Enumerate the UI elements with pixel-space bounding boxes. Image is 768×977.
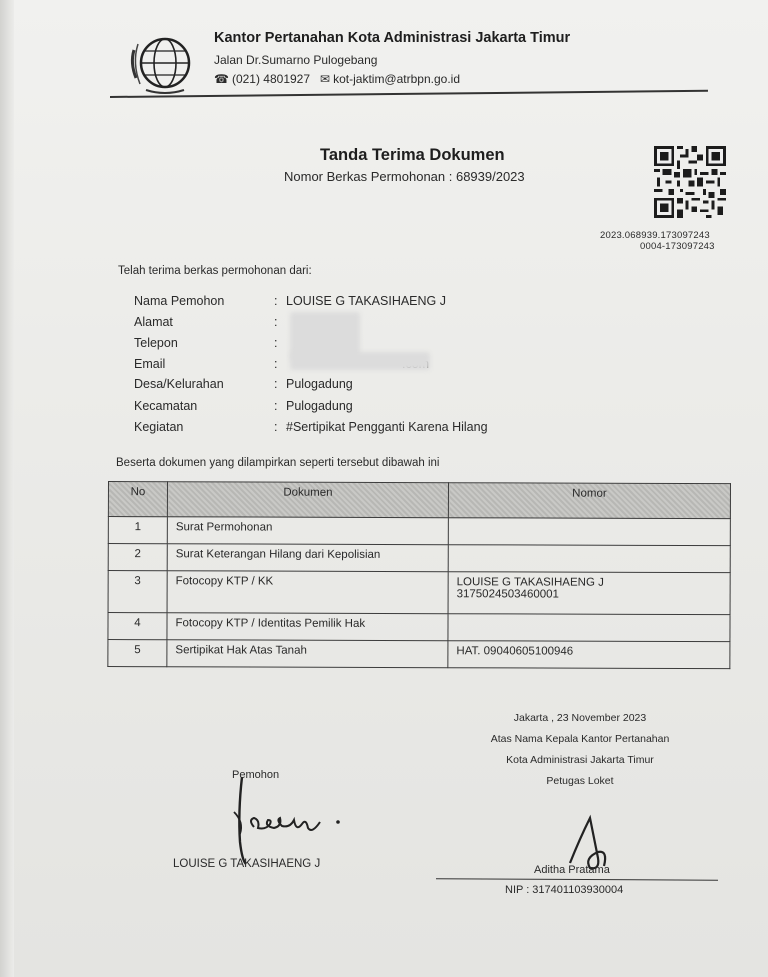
office-contact — [214, 72, 460, 86]
field-colon: : — [274, 336, 278, 350]
field-label: Nama Pemohon — [134, 294, 225, 308]
cell-num-line1: LOUISE G TAKASIHAENG J — [456, 576, 604, 589]
field-row-desa — [134, 377, 353, 391]
field-value: Pulogadung — [286, 399, 353, 413]
qr-caption-2: 0004-173097243 — [640, 241, 715, 252]
officer-name: Aditha Pratama — [534, 864, 610, 876]
field-label: Kegiatan — [134, 420, 184, 434]
table-row — [108, 613, 730, 642]
document-number: Nomor Berkas Permohonan : 68939/2023 — [284, 169, 525, 184]
table-row — [108, 517, 730, 546]
cell-doc: Fotocopy KTP / Identitas Pemilik Hak — [167, 613, 448, 641]
field-colon: : — [274, 399, 278, 413]
field-row-nama — [134, 294, 446, 308]
cell-doc: Fotocopy KTP / KK — [167, 571, 448, 614]
signature-block-officer — [460, 708, 700, 792]
redacted-area — [290, 352, 430, 370]
applicant-signature-icon — [220, 772, 360, 872]
cell-num — [448, 572, 730, 615]
cell-doc: Surat Keterangan Hilang dari Kepolisian — [167, 544, 448, 572]
cell-no: 2 — [108, 544, 167, 571]
cell-no: 5 — [108, 640, 167, 667]
field-colon: : — [274, 294, 278, 308]
office-name: Kantor Pertanahan Kota Administrasi Jakarta Timur — [214, 30, 571, 46]
applicant-name: LOUISE G TAKASIHAENG J — [173, 858, 321, 870]
field-value: Pulogadung — [286, 377, 353, 391]
table-row — [108, 640, 730, 669]
qr-code-icon — [652, 146, 728, 218]
office-phone: (021) 4801927 — [231, 72, 311, 86]
applicant-title: Pemohon — [232, 769, 280, 781]
cell-doc: Sertipikat Hak Atas Tanah — [167, 640, 448, 668]
on-behalf-text: Atas Nama Kepala Kantor Pertanahan — [490, 733, 670, 745]
field-row-telepon — [134, 336, 286, 350]
cell-no: 3 — [108, 571, 167, 613]
cell-num — [448, 518, 730, 546]
qr-caption-1: 2023.068939.173097243 — [600, 230, 710, 241]
table-row — [108, 544, 730, 573]
field-value: LOUISE G TAKASIHAENG J — [286, 294, 446, 308]
field-row-alamat — [134, 315, 286, 329]
cell-no: 1 — [108, 517, 167, 544]
table-header-row — [108, 482, 730, 519]
field-label: Desa/Kelurahan — [134, 377, 224, 391]
office-email-group — [320, 72, 460, 86]
mail-icon: ✉ — [320, 72, 331, 86]
field-row-kecamatan — [134, 399, 353, 413]
bpn-logo-icon — [128, 30, 198, 96]
field-colon: : — [274, 315, 278, 329]
header-divider — [110, 90, 708, 98]
field-colon: : — [274, 420, 278, 434]
table-row — [108, 571, 730, 615]
intro-text: Telah terima berkas permohonan dari: — [118, 265, 312, 277]
cell-num — [448, 545, 730, 573]
field-label: Telepon — [134, 336, 178, 350]
cell-num — [448, 614, 730, 642]
page-edge-shadow — [0, 0, 14, 977]
office-text: Kota Administrasi Jakarta Timur — [506, 754, 654, 766]
cell-doc: Surat Permohonan — [167, 517, 448, 545]
phone-icon: ☎ — [214, 72, 229, 86]
field-label: Kecamatan — [134, 399, 198, 413]
field-colon: : — [274, 377, 278, 391]
field-colon: : — [274, 357, 278, 371]
office-email: kot-jaktim@atrbpn.go.id — [333, 72, 460, 86]
office-phone-group — [214, 72, 310, 86]
field-label: Alamat — [134, 315, 173, 329]
place-date: Jakarta , 23 November 2023 — [513, 712, 647, 724]
field-row-kegiatan — [134, 420, 488, 434]
attachments-intro: Beserta dokumen yang dilampirkan seperti tersebut dibawah ini — [116, 457, 440, 469]
officer-role: Petugas Loket — [546, 775, 614, 787]
officer-nip: NIP : 317401103930004 — [505, 884, 624, 896]
cell-num: HAT. 09040605100946 — [448, 641, 730, 669]
header-no: No — [108, 482, 167, 517]
document-title: Tanda Terima Dokumen — [320, 146, 505, 164]
header-dokumen: Dokumen — [167, 482, 448, 518]
cell-num-line2: 3175024503460001 — [456, 588, 559, 601]
documents-table — [107, 481, 731, 669]
field-label: Email — [134, 357, 166, 371]
header-nomor: Nomor — [448, 483, 730, 519]
office-address: Jalan Dr.Sumarno Pulogebang — [214, 53, 378, 67]
field-value: #Sertipikat Pengganti Karena Hilang — [286, 420, 488, 434]
cell-no: 4 — [108, 613, 167, 640]
